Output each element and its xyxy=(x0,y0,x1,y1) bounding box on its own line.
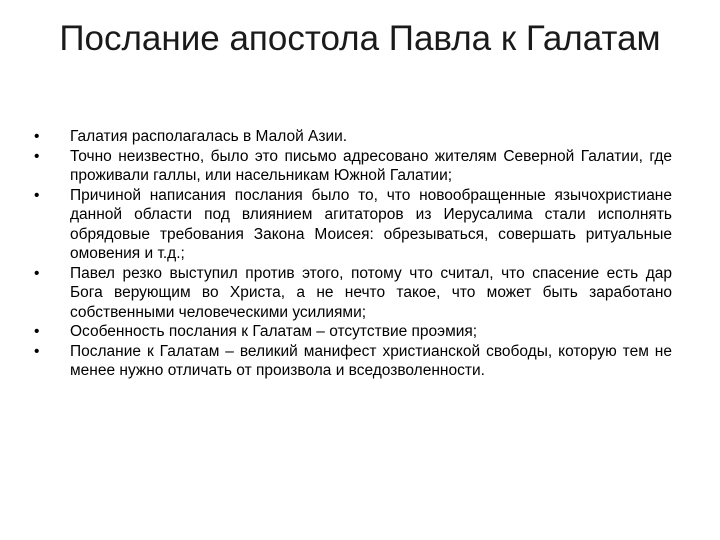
bullet-text: Точно неизвестно, было это письмо адресовано жителям Северной Галатии, где проживали галлы, или насельникам Южной Галатии; xyxy=(70,147,672,184)
bullet-text: Павел резко выступил против этого, потому что считал, что спасение есть дар Бога верующим во Христа, а не нечто такое, что может быть заработано собственными человеческими усилиями; xyxy=(70,264,672,321)
bullet-point-icon: • xyxy=(34,323,40,340)
bullet-item-reason xyxy=(34,186,672,264)
bullet-list xyxy=(34,127,672,381)
bullet-text: Особенность послания к Галатам – отсутствие проэмия; xyxy=(70,323,478,340)
slide-title: Послание апостола Павла к Галатам xyxy=(59,19,661,58)
bullet-point-icon: • xyxy=(34,128,40,145)
bullet-text: Галатия располагалась в Малой Азии. xyxy=(70,128,348,145)
bullet-text: Причиной написания послания было то, что новообращенные язычохристиане данной области под влиянием агитаторов из Иерусалима стали исполнять обрядовые требования Закона Моисея: обрезываться, совершать ритуальные омовения и т.д.; xyxy=(70,186,672,262)
bullet-item-addressees xyxy=(34,147,672,186)
bullet-point-icon: • xyxy=(34,147,40,165)
bullet-item-galatia-location xyxy=(34,127,672,147)
bullet-point-icon: • xyxy=(34,186,40,204)
bullet-point-icon: • xyxy=(34,264,40,282)
bullet-point-icon: • xyxy=(34,342,40,360)
bullet-item-manifesto xyxy=(34,342,672,381)
bullet-item-no-proem xyxy=(34,322,672,342)
bullet-item-paul-response xyxy=(34,264,672,323)
bullet-text: Послание к Галатам – великий манифест христианской свободы, которую тем не менее нужно отличать от произвола и вседозволенности. xyxy=(70,342,672,379)
